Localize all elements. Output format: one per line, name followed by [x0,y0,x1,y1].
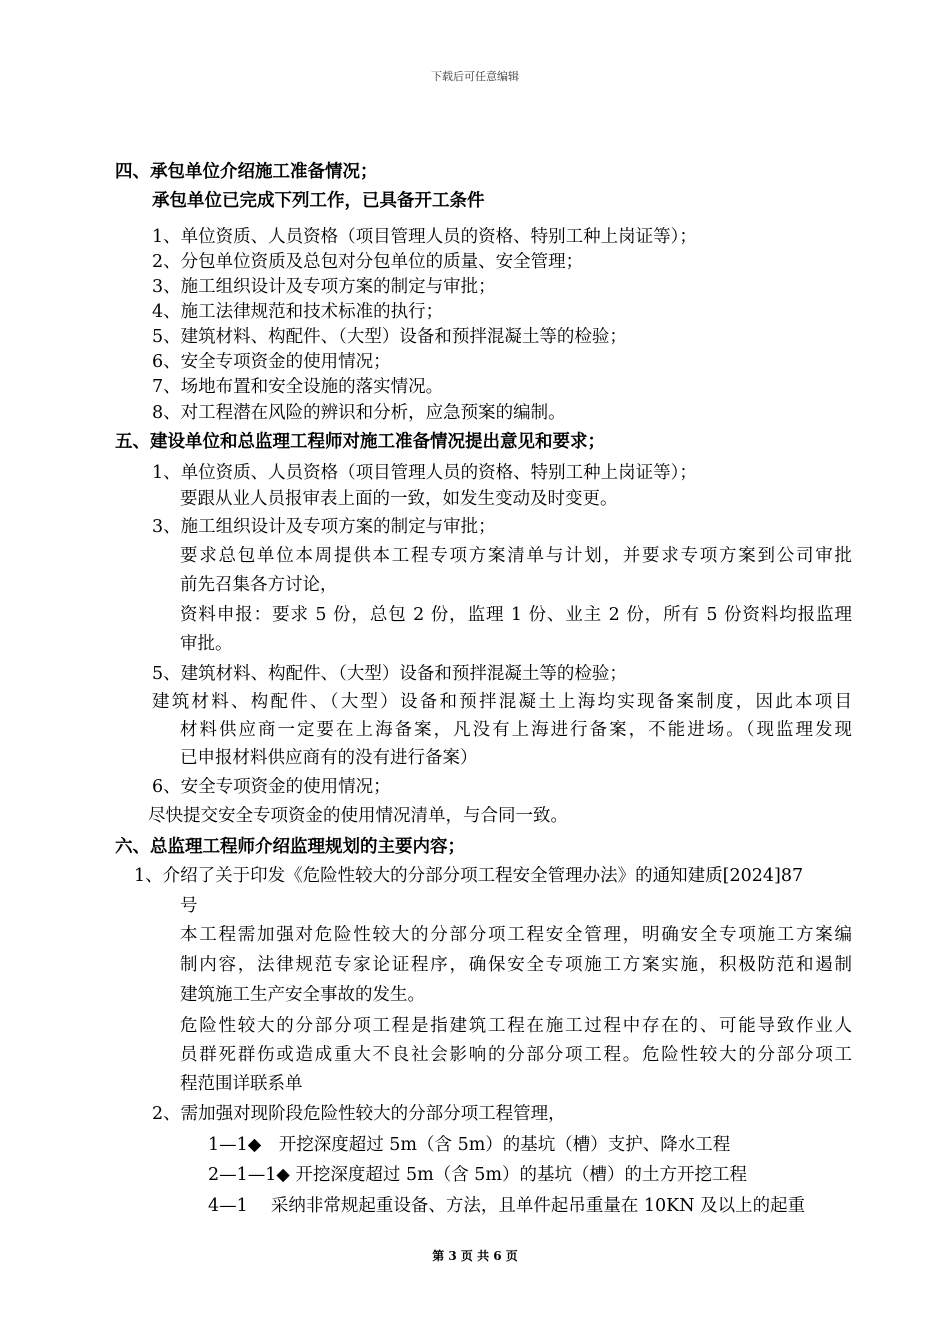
section-4-item: 1、单位资质、人员资格（项目管理人员的资格、特别工种上岗证等）； [152,227,697,247]
section-5-item: 1、单位资质、人员资格（项目管理人员的资格、特别工种上岗证等）； [152,463,697,483]
section-6-paragraph: 员群死群伤或造成重大不良社会影响的分部分项工程。危险性较大的分部分项工 [180,1045,852,1065]
section-5-note: 审批。 [180,634,233,654]
section-4-item: 5、建筑材料、构配件、（大型）设备和预拌混凝土等的检验； [152,327,627,347]
section-6-subitem: 2—1—1◆ 开挖深度超过 5m（含 5m）的基坑（槽）的土方开挖工程 [208,1165,748,1185]
section-4-title: 四、承包单位介绍施工准备情况； [115,162,378,182]
section-5-note: 已申报材料供应商有的没有进行备案） [180,748,478,768]
section-6-item: 2、需加强对现阶段危险性较大的分部分项工程管理， [152,1104,566,1124]
section-4-item: 7、场地布置和安全设施的落实情况。 [152,377,444,397]
section-5-note: 资料申报：要求 5 份，总包 2 份，监理 1 份、业主 2 份，所有 5 份资料均报监理 [180,605,852,625]
section-4-item: 6、安全专项资金的使用情况； [152,352,391,372]
section-5-note: 材料供应商一定要在上海备案，凡没有上海进行备案，不能进场。（现监理发现 [180,720,852,740]
section-5-note: 尽快提交安全专项资金的使用情况清单，与合同一致。 [148,806,568,826]
section-5-item: 6、安全专项资金的使用情况； [152,777,391,797]
section-6-item: 号 [180,896,198,916]
section-4-item: 2、分包单位资质及总包对分包单位的质量、安全管理； [152,252,584,272]
section-6-paragraph: 危险性较大的分部分项工程是指建筑工程在施工过程中存在的、可能导致作业人 [180,1016,852,1036]
section-5-title: 五、建设单位和总监理工程师对施工准备情况提出意见和要求； [115,432,605,452]
section-5-item: 3、施工组织设计及专项方案的制定与审批； [152,517,496,537]
section-6-subitem: 4—1 采纳非常规起重设备、方法，且单件起吊重量在 10KN 及以上的起重 [208,1196,806,1216]
page-number: 第 3 页 共 6 页 [432,1249,518,1263]
section-6-item: 1、介绍了关于印发《危险性较大的分部分项工程安全管理办法》的通知建质[2024]87 [134,866,804,886]
section-5-note: 前先召集各方讨论， [180,575,338,595]
header-note: 下载后可任意编辑 [431,70,519,83]
section-5-item: 5、建筑材料、构配件、（大型）设备和预拌混凝土等的检验； [152,664,627,684]
section-4-subtitle: 承包单位已完成下列工作，已具备开工条件 [152,191,485,211]
section-6-subitem: 1—1◆ 开挖深度超过 5m（含 5m）的基坑（槽）支护、降水工程 [208,1135,731,1155]
section-6-paragraph: 制内容，法律规范专家论证程序，确保安全专项施工方案实施，积极防范和遏制 [180,955,852,975]
section-4-item: 8、对工程潜在风险的辨识和分析，应急预案的编制。 [152,403,566,423]
section-4-item: 4、施工法律规范和技术标准的执行； [152,302,444,322]
section-6-title: 六、总监理工程师介绍监理规划的主要内容； [115,837,465,857]
section-5-note: 要跟从业人员报审表上面的一致，如发生变动及时变更。 [180,489,618,509]
section-6-paragraph: 建筑施工生产安全事故的发生。 [180,985,425,1005]
section-5-note: 建筑材料、构配件、（大型）设备和预拌混凝土上海均实现备案制度，因此本项目 [152,692,852,712]
section-4-item: 3、施工组织设计及专项方案的制定与审批； [152,277,496,297]
section-6-paragraph: 本工程需加强对危险性较大的分部分项工程安全管理，明确安全专项施工方案编 [180,925,852,945]
section-5-note: 要求总包单位本周提供本工程专项方案清单与计划，并要求专项方案到公司审批 [180,546,852,566]
section-6-paragraph: 程范围详联系单 [180,1074,303,1094]
